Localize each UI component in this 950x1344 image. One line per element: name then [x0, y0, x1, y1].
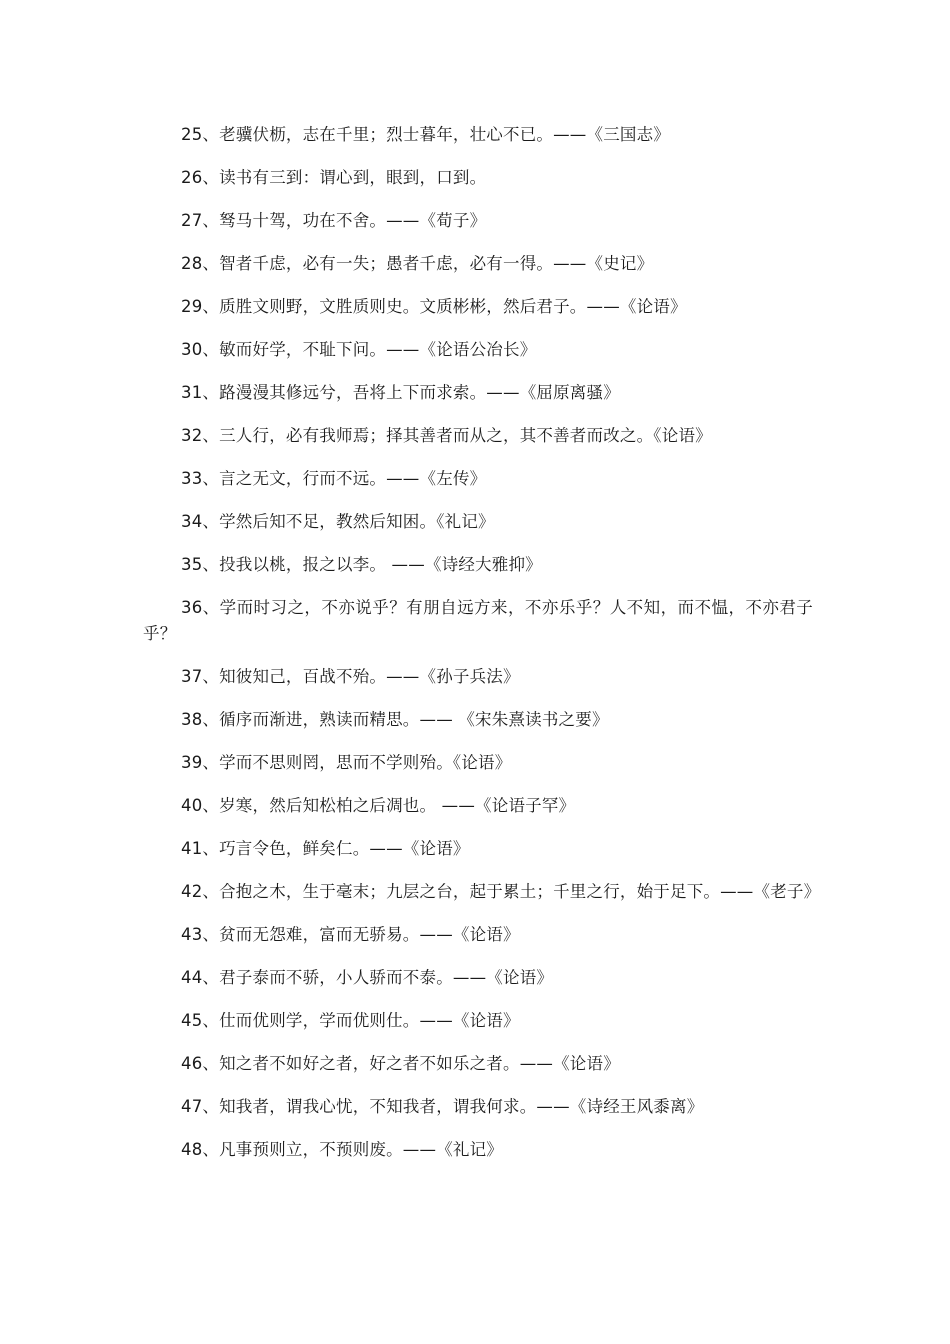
- quote-item: 48、凡事预则立，不预则废。——《礼记》: [181, 1140, 503, 1159]
- quote-item: 46、知之者不如好之者，好之者不如乐之者。——《论语》: [181, 1054, 620, 1073]
- quote-list: [143, 122, 821, 1180]
- quote-item: 29、质胜文则野，文胜质则史。文质彬彬，然后君子。——《论语》: [181, 297, 687, 316]
- quote-item: 30、敏而好学，不耻下问。——《论语公冶长》: [181, 340, 537, 359]
- quote-item: 40、岁寒，然后知松柏之后凋也。 ——《论语子罕》: [181, 796, 576, 815]
- quote-item: 33、言之无文，行而不远。——《左传》: [181, 469, 487, 488]
- quote-item: 37、知彼知己，百战不殆。——《孙子兵法》: [181, 667, 520, 686]
- quote-item: 45、仕而优则学，学而优则仕。——《论语》: [181, 1011, 520, 1030]
- quote-item: 44、君子泰而不骄，小人骄而不泰。——《论语》: [181, 968, 554, 987]
- quote-item: 38、循序而渐进，熟读而精思。—— 《宋朱熹读书之要》: [181, 710, 609, 729]
- quote-item: 25、老骥伏枥，志在千里；烈士暮年，壮心不已。——《三国志》: [181, 125, 670, 144]
- quote-item: 36、学而时习之，不亦说乎？有朋自远方来，不亦乐乎？人不知，而不愠，不亦君子乎？: [143, 598, 813, 643]
- quote-item: 42、合抱之木，生于毫末；九层之台，起于累土；千里之行，始于足下。——《老子》: [181, 882, 821, 901]
- quote-item: 31、路漫漫其修远兮，吾将上下而求索。——《屈原离骚》: [181, 383, 620, 402]
- quote-item: 43、贫而无怨难，富而无骄易。——《论语》: [181, 925, 520, 944]
- quote-item: 34、学然后知不足，教然后知困。《礼记》: [181, 512, 495, 531]
- quote-item: 26、读书有三到：谓心到，眼到，口到。: [181, 168, 487, 187]
- quote-item: 35、投我以桃，报之以李。 ——《诗经大雅抑》: [181, 555, 542, 574]
- quote-item: 28、智者千虑，必有一失；愚者千虑，必有一得。——《史记》: [181, 254, 654, 273]
- quote-item: 27、驽马十驾，功在不舍。——《荀子》: [181, 211, 487, 230]
- quote-item: 32、三人行，必有我师焉；择其善者而从之，其不善者而改之。《论语》: [181, 426, 712, 445]
- quote-item: 39、学而不思则罔，思而不学则殆。《论语》: [181, 753, 512, 772]
- quote-item: 41、巧言令色，鲜矣仁。——《论语》: [181, 839, 470, 858]
- quote-item: 47、知我者，谓我心忧，不知我者，谓我何求。——《诗经王风黍离》: [181, 1097, 704, 1116]
